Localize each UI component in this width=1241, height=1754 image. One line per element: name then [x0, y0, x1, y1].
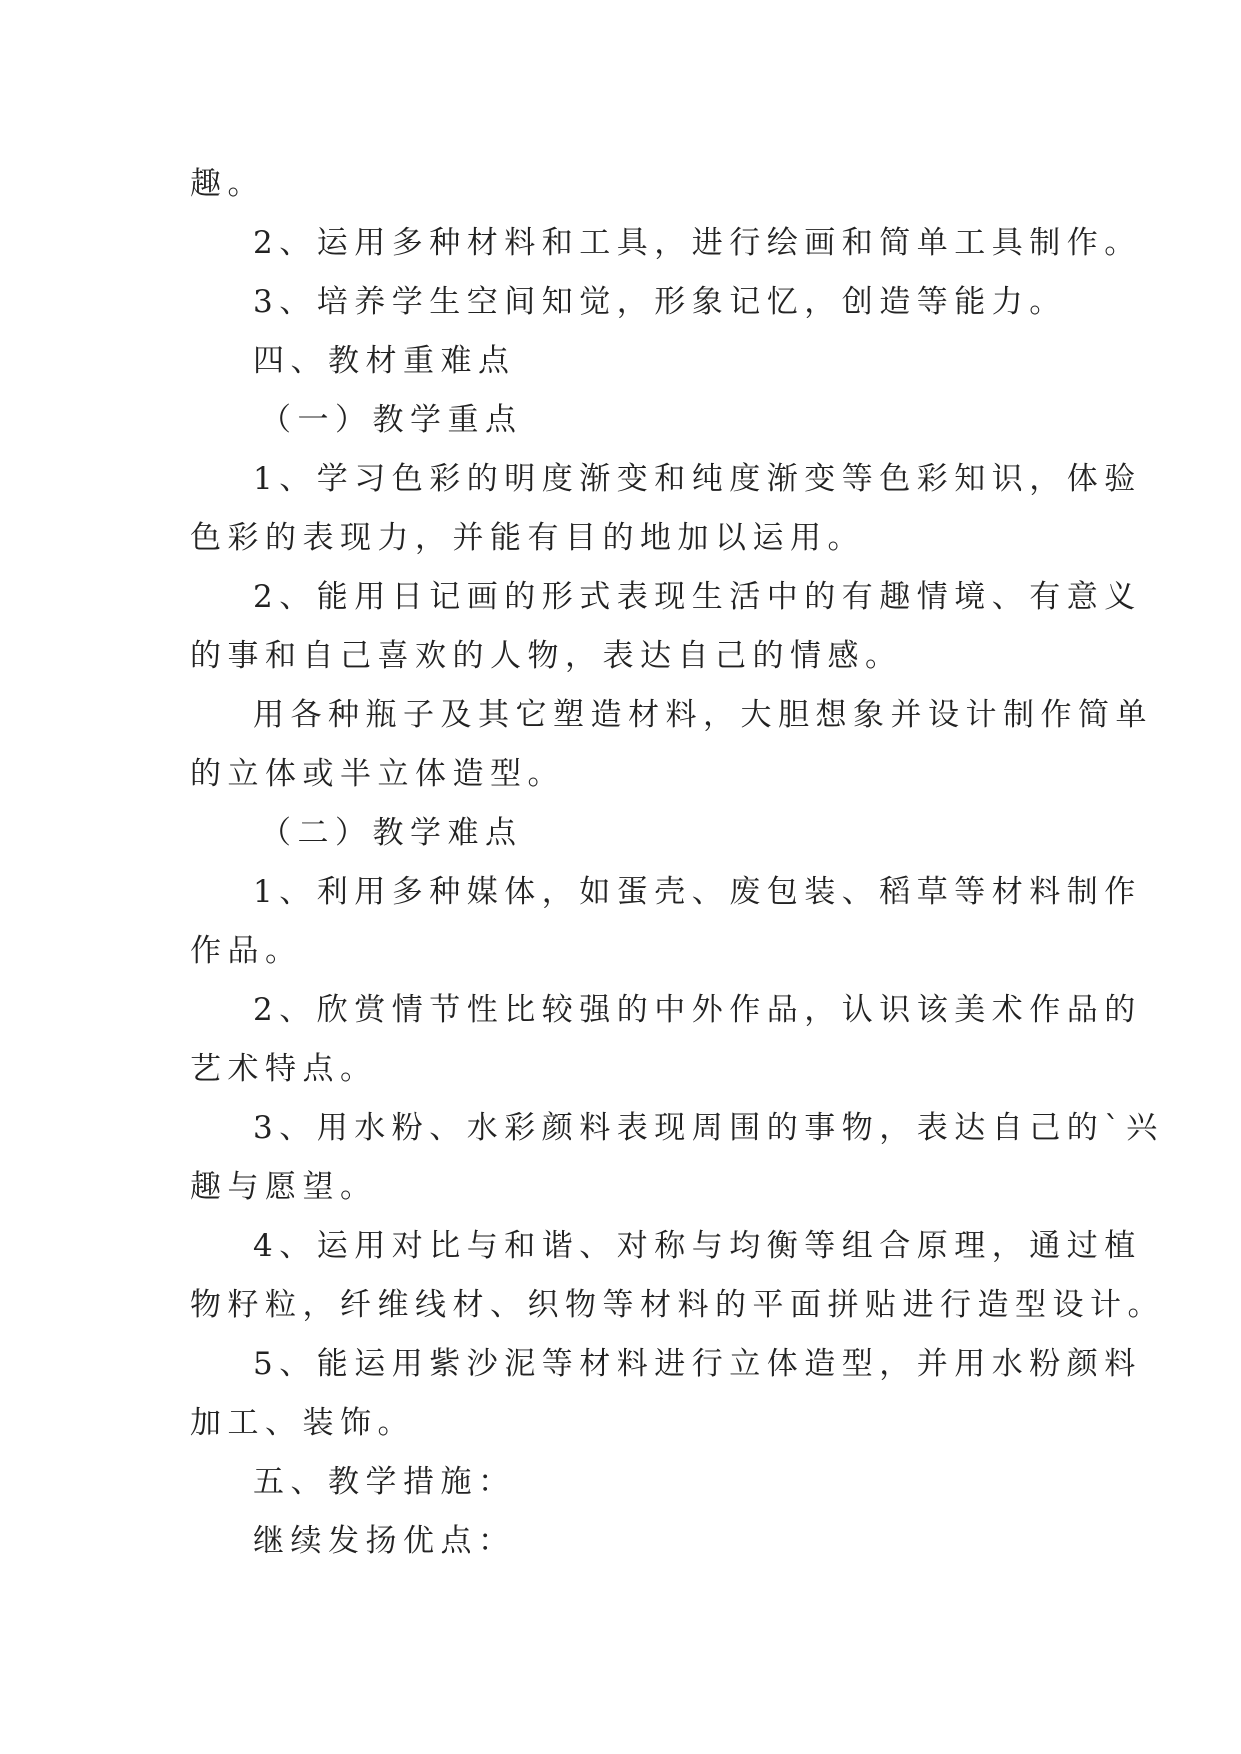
paragraph-line: 用各种瓶子及其它塑造材料，大胆想象并设计制作简单	[253, 697, 1153, 733]
paragraph-line: 趣与愿望。	[190, 1169, 378, 1205]
paragraph-line: 继续发扬优点：	[253, 1523, 516, 1559]
paragraph-line: 3、培养学生空间知觉，形象记忆，创造等能力。	[253, 284, 1067, 320]
section-heading: 五、教学措施：	[253, 1464, 516, 1500]
subsection-heading: （一）教学重点	[260, 402, 523, 438]
section-heading: 四、教材重难点	[253, 343, 516, 379]
paragraph-line: 加工、装饰。	[190, 1405, 415, 1441]
paragraph-line: 1、利用多种媒体，如蛋壳、废包装、稻草等材料制作	[253, 874, 1142, 910]
paragraph-line: 趣。	[190, 166, 265, 202]
paragraph-line: 艺术特点。	[190, 1051, 378, 1087]
paragraph-line: 的事和自己喜欢的人物，表达自己的情感。	[190, 638, 903, 674]
paragraph-line: 2、能用日记画的形式表现生活中的有趣情境、有意义	[253, 579, 1142, 615]
paragraph-line: 2、欣赏情节性比较强的中外作品，认识该美术作品的	[253, 992, 1142, 1028]
subsection-heading: （二）教学难点	[260, 815, 523, 851]
paragraph-line: 4、运用对比与和谐、对称与均衡等组合原理，通过植	[253, 1228, 1142, 1264]
document-body	[190, 155, 1165, 1571]
paragraph-line: 3、用水粉、水彩颜料表现周围的事物，表达自己的`兴	[253, 1110, 1164, 1146]
paragraph-line: 1、学习色彩的明度渐变和纯度渐变等色彩知识，体验	[253, 461, 1142, 497]
paragraph-line: 作品。	[190, 933, 303, 969]
paragraph-line: 物籽粒，纤维线材、织物等材料的平面拼贴进行造型设计。	[190, 1287, 1165, 1323]
paragraph-line: 色彩的表现力，并能有目的地加以运用。	[190, 520, 865, 556]
paragraph-line: 5、能运用紫沙泥等材料进行立体造型，并用水粉颜料	[253, 1346, 1142, 1382]
paragraph-line: 的立体或半立体造型。	[190, 756, 565, 792]
paragraph-line: 2、运用多种材料和工具，进行绘画和简单工具制作。	[253, 225, 1142, 261]
